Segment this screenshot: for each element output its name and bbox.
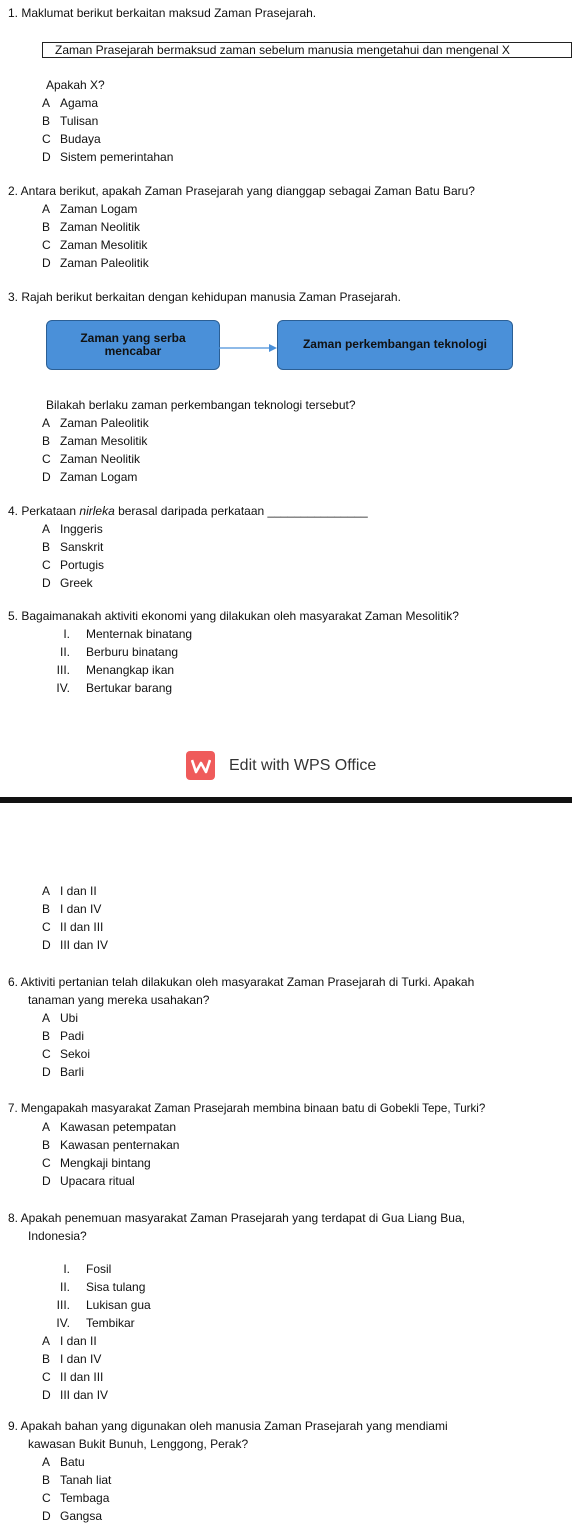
wps-edit-label[interactable]: Edit with WPS Office xyxy=(229,756,377,774)
q3-option-d: D Zaman Logam xyxy=(42,470,138,484)
question-9-text-line-1: 9. Apakah bahan yang digunakan oleh manusia Zaman Prasejarah yang mendiami xyxy=(8,1419,448,1433)
flow-box-right xyxy=(277,320,513,370)
q6-option-d: D Barli xyxy=(42,1065,85,1079)
q5-item-3: III. Menangkap ikan xyxy=(56,663,175,677)
q7-option-a: A Kawasan petempatan xyxy=(42,1120,177,1134)
q5-option-d: D III dan IV xyxy=(42,938,109,952)
q4-option-b: B Sanskrit xyxy=(42,540,104,554)
question-6-text-line-1: 6. Aktiviti pertanian telah dilakukan oleh masyarakat Zaman Prasejarah di Turki. Apakah xyxy=(8,975,475,989)
q6-option-a: A Ubi xyxy=(42,1011,79,1025)
q8-item-3: III. Lukisan gua xyxy=(56,1298,151,1312)
q8-item-4: IV. Tembikar xyxy=(56,1316,135,1330)
q6-option-b: B Padi xyxy=(42,1029,85,1043)
q9-option-b: B Tanah liat xyxy=(42,1473,112,1487)
question-1-text: 1. Maklumat berikut berkaitan maksud Zaman Prasejarah. xyxy=(8,6,317,20)
q3-option-b: B Zaman Mesolitik xyxy=(42,434,148,448)
q7-option-b: B Kawasan penternakan xyxy=(42,1138,180,1152)
q2-option-c: C Zaman Mesolitik xyxy=(42,238,148,252)
question-3-prompt: Bilakah berlaku zaman perkembangan teknologi tersebut? xyxy=(46,398,356,412)
wps-logo-icon xyxy=(186,751,215,780)
q3-option-a: A Zaman Paleolitik xyxy=(42,416,149,430)
q5-item-1: I. Menternak binatang xyxy=(63,627,193,641)
q7-option-d: D Upacara ritual xyxy=(42,1174,135,1188)
question-8-text-line-2: Indonesia? xyxy=(28,1229,87,1243)
q3-option-c: C Zaman Neolitik xyxy=(42,452,141,466)
q7-option-c: C Mengkaji bintang xyxy=(42,1156,151,1170)
flow-box-right-label: Zaman perkembangan teknologi xyxy=(302,337,488,352)
q1-option-c: C Budaya xyxy=(42,132,101,146)
q1-option-b: B Tulisan xyxy=(42,114,99,128)
q8-item-2: II. Sisa tulang xyxy=(59,1280,146,1294)
q8-option-b: B I dan IV xyxy=(42,1352,102,1366)
question-4-text: 4. Perkataan nirleka berasal daripada perkataan _______________ xyxy=(8,504,368,518)
q8-option-a: A I dan II xyxy=(42,1334,97,1348)
page-divider xyxy=(0,797,572,803)
q9-option-c: C Tembaga xyxy=(42,1491,110,1505)
question-9-text-line-2: kawasan Bukit Bunuh, Lenggong, Perak? xyxy=(28,1437,249,1451)
question-5-text: 5. Bagaimanakah aktiviti ekonomi yang dilakukan oleh masyarakat Zaman Mesolitik? xyxy=(8,609,459,623)
question-1-prompt: Apakah X? xyxy=(46,78,105,92)
question-1-info-box: Zaman Prasejarah bermaksud zaman sebelum manusia mengetahui dan mengenal X xyxy=(42,42,572,58)
q4-option-a: A Inggeris xyxy=(42,522,103,536)
q6-option-c: C Sekoi xyxy=(42,1047,91,1061)
q9-option-a: A Batu xyxy=(42,1455,85,1469)
q5-option-c: C II dan III xyxy=(42,920,104,934)
q1-option-d: D Sistem pemerintahan xyxy=(42,150,174,164)
q2-option-d: D Zaman Paleolitik xyxy=(42,256,149,270)
q8-item-1: I. Fosil xyxy=(63,1262,112,1276)
q2-option-b: B Zaman Neolitik xyxy=(42,220,141,234)
q4-option-d: D Greek xyxy=(42,576,93,590)
question-8-text-line-1: 8. Apakah penemuan masyarakat Zaman Prasejarah yang terdapat di Gua Liang Bua, xyxy=(8,1211,465,1225)
question-6-text-line-2: tanaman yang mereka usahakan? xyxy=(28,993,210,1007)
question-7-text: 7. Mengapakah masyarakat Zaman Prasejarah membina binaan batu di Gobekli Tepe, Turki? xyxy=(8,1102,486,1115)
flow-box-left xyxy=(46,320,220,370)
q8-option-c: C II dan III xyxy=(42,1370,104,1384)
question-3-text: 3. Rajah berikut berkaitan dengan kehidupan manusia Zaman Prasejarah. xyxy=(8,290,401,304)
q4-option-c: C Portugis xyxy=(42,558,105,572)
q1-option-a: A Agama xyxy=(42,96,99,110)
wps-watermark[interactable] xyxy=(186,751,376,780)
flow-arrow-icon xyxy=(219,343,277,353)
q5-option-b: B I dan IV xyxy=(42,902,102,916)
question-2-text: 2. Antara berikut, apakah Zaman Prasejarah yang dianggap sebagai Zaman Batu Baru? xyxy=(8,184,475,198)
q2-option-a: A Zaman Logam xyxy=(42,202,138,216)
q9-option-d: D Gangsa xyxy=(42,1509,103,1523)
q8-option-d: D III dan IV xyxy=(42,1388,109,1402)
flow-box-left-label: Zaman yang serba mencabar xyxy=(80,330,186,358)
q5-item-2: II. Berburu binatang xyxy=(59,645,179,659)
q5-option-a: A I dan II xyxy=(42,884,97,898)
q5-item-4: IV. Bertukar barang xyxy=(56,681,173,695)
